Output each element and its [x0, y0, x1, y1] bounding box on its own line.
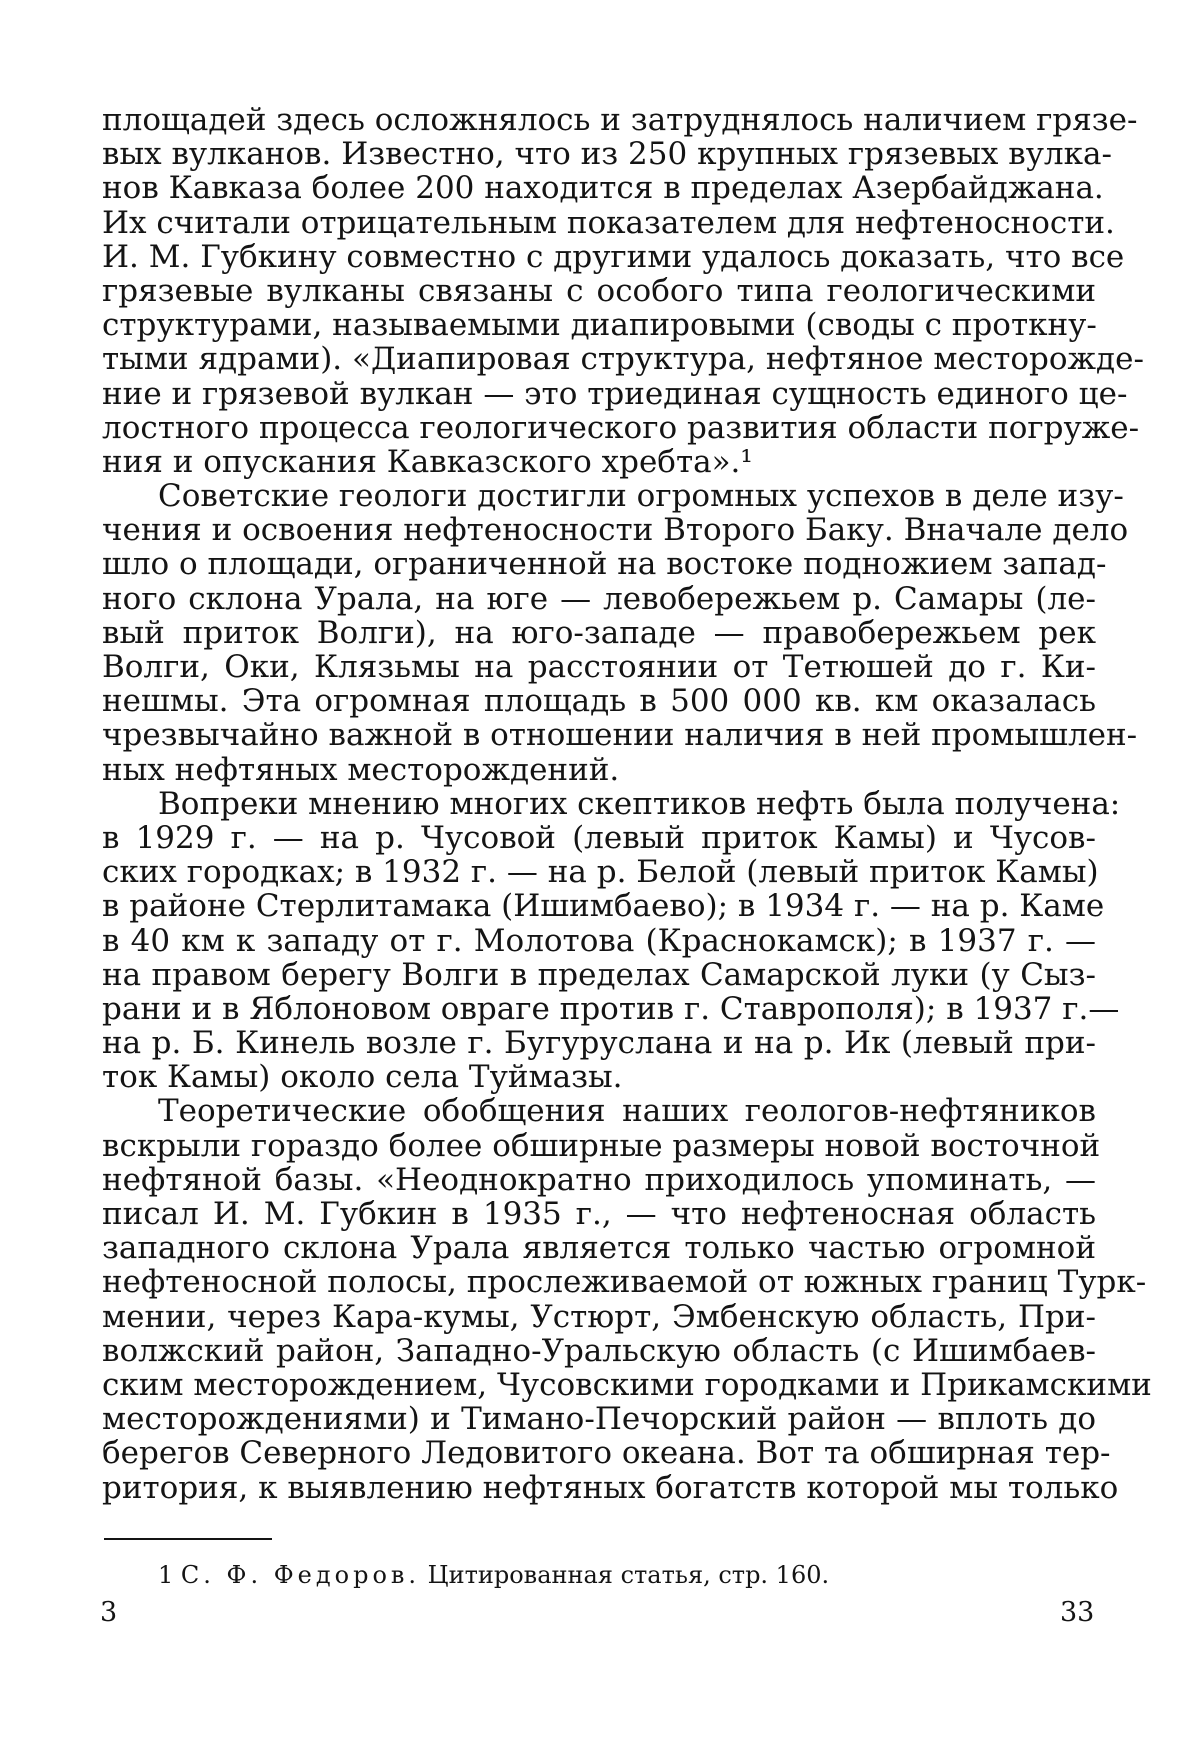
text-line: рани и в Яблоновом овраге против г. Ставрополя); в 1937 г.—: [102, 992, 1096, 1026]
footnote-rule: [104, 1538, 272, 1540]
text-line: в 1929 г. — на р. Чусовой (левый приток Камы) и Чусов-: [102, 821, 1096, 855]
text-line: в районе Стерлитамака (Ишимбаево); в 1934 г. — на р. Каме: [102, 889, 1096, 923]
text-line: волжский район, Западно-Уральскую область (с Ишимбаев-: [102, 1334, 1096, 1368]
text-line: шло о площади, ограниченной на востоке подножием запад-: [102, 547, 1096, 581]
text-line: нефтеносной полосы, прослеживаемой от южных границ Турк-: [102, 1265, 1096, 1299]
text-line: мении, через Кара-кумы, Устюрт, Эмбенскую область, При-: [102, 1300, 1096, 1334]
text-line: ритория, к выявлению нефтяных богатств которой мы только: [102, 1471, 1096, 1505]
text-line: лостного процесса геологического развития области погруже-: [102, 411, 1096, 445]
text-line: берегов Северного Ледовитого океана. Вот та обширная тер-: [102, 1436, 1096, 1470]
footnote: [158, 1560, 829, 1590]
text-line: западного склона Урала является только частью огромной: [102, 1231, 1096, 1265]
text-line: нов Кавказа более 200 находится в пределах Азербайджана.: [102, 171, 1096, 205]
text-line: вый приток Волги), на юго-западе — правобережьем рек: [102, 616, 1096, 650]
text-line: И. М. Губкину совместно с другими удалось доказать, что все: [102, 240, 1096, 274]
text-line: грязевые вулканы связаны с особого типа геологическими: [102, 274, 1096, 308]
book-page: [0, 0, 1200, 1742]
text-line: Теоретические обобщения наших геологов-нефтяников: [102, 1094, 1096, 1128]
body-text: [102, 103, 1096, 1505]
text-line: нефтяной базы. «Неоднократно приходилось упоминать, —: [102, 1163, 1096, 1197]
text-line: в 40 км к западу от г. Молотова (Краснокамск); в 1937 г. —: [102, 924, 1096, 958]
text-line: вых вулканов. Известно, что из 250 крупных грязевых вулка-: [102, 137, 1096, 171]
text-line: Советские геологи достигли огромных успехов в деле изу-: [102, 479, 1096, 513]
text-line: нешмы. Эта огромная площадь в 500 000 кв. км оказалась: [102, 684, 1096, 718]
signature-mark: 3: [100, 1596, 117, 1630]
footnote-author: С. Ф. Федоров.: [181, 1561, 420, 1589]
text-line: ния и опускания Кавказского хребта».¹: [102, 445, 1096, 479]
text-line: Их считали отрицательным показателем для нефтеносности.: [102, 206, 1096, 240]
text-line: месторождениями) и Тимано-Печорский район — вплоть до: [102, 1402, 1096, 1436]
text-line: ных нефтяных месторождений.: [102, 753, 1096, 787]
text-line: писал И. М. Губкин в 1935 г., — что нефтеносная область: [102, 1197, 1096, 1231]
text-line: площадей здесь осложнялось и затруднялось наличием грязе-: [102, 103, 1096, 137]
text-line: вскрыли гораздо более обширные размеры новой восточной: [102, 1129, 1096, 1163]
text-line: ток Камы) около села Туймазы.: [102, 1060, 1096, 1094]
text-line: на р. Б. Кинель возле г. Бугуруслана и на р. Ик (левый при-: [102, 1026, 1096, 1060]
text-line: чения и освоения нефтеносности Второго Баку. Вначале дело: [102, 513, 1096, 547]
text-line: на правом берегу Волги в пределах Самарской луки (у Сыз-: [102, 958, 1096, 992]
text-line: тыми ядрами). «Диапировая структура, нефтяное месторожде-: [102, 342, 1096, 376]
page-number: 33: [1060, 1596, 1094, 1630]
text-line: ние и грязевой вулкан — это триединая сущность единого це-: [102, 377, 1096, 411]
text-line: Волги, Оки, Клязьмы на расстоянии от Тетюшей до г. Ки-: [102, 650, 1096, 684]
footnote-text: Цитированная статья, стр. 160.: [428, 1561, 829, 1589]
text-line: Вопреки мнению многих скептиков нефть была получена:: [102, 787, 1096, 821]
text-line: ским месторождением, Чусовскими городками и Прикамскими: [102, 1368, 1096, 1402]
text-line: ного склона Урала, на юге — левобережьем р. Самары (ле-: [102, 582, 1096, 616]
text-line: ских городках; в 1932 г. — на р. Белой (левый приток Камы): [102, 855, 1096, 889]
text-line: чрезвычайно важной в отношении наличия в ней промышлен-: [102, 718, 1096, 752]
text-line: структурами, называемыми диапировыми (своды с проткну-: [102, 308, 1096, 342]
footnote-marker: 1: [158, 1561, 173, 1589]
